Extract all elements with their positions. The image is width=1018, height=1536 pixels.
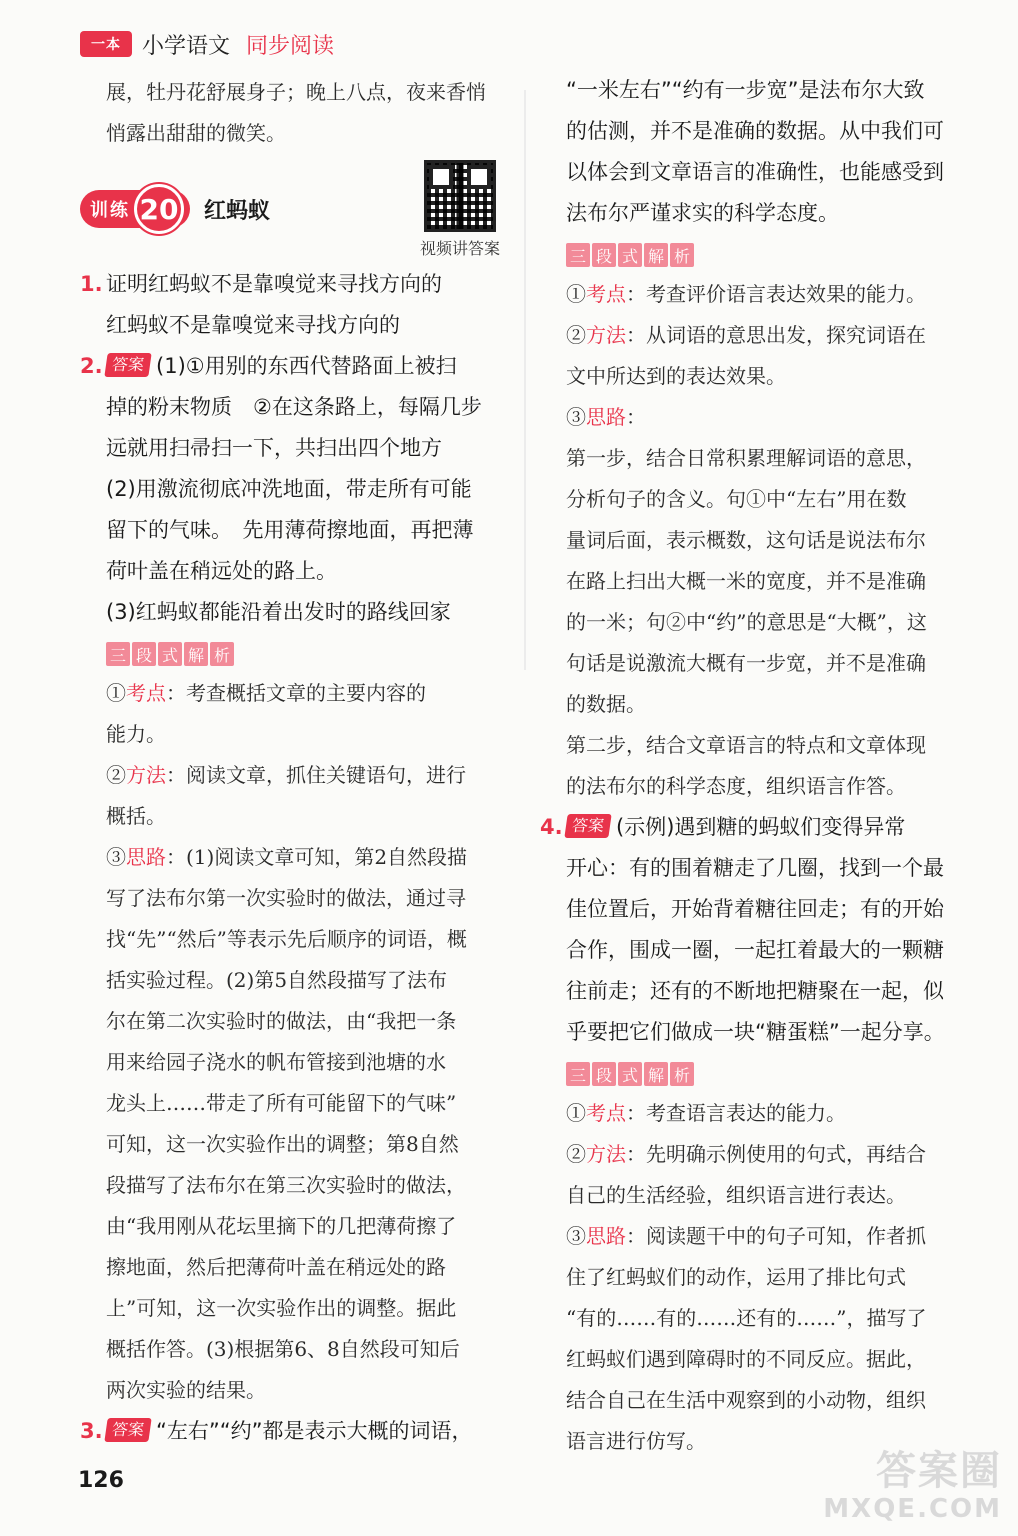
answer-line: [566, 807, 966, 848]
analysis-line: 括实验过程。(2)第5自然段描写了法布: [106, 968, 448, 992]
answer-line: 乎要把它们做成一块“糖蛋糕”一起分享。: [566, 1020, 945, 1044]
analysis-line: ②方法：先明确示例使用的句式，再结合: [566, 1142, 926, 1166]
analysis-heading: [566, 240, 966, 270]
analysis-line: 住了红蚂蚁们的动作，运用了排比句式: [566, 1265, 906, 1289]
analysis-line: 的一米；句②中“约”的意思是“大概”，这: [566, 610, 927, 634]
analysis-line: 语言进行仿写。: [566, 1429, 706, 1453]
analysis-line: ②方法：阅读文章，抓住关键语句，进行: [106, 763, 466, 787]
brand-logo: 一本: [80, 31, 132, 57]
analysis-char: 三: [566, 243, 590, 267]
analysis-line: 由“我用刚从花坛里摘下的几把薄荷擦了: [106, 1214, 457, 1238]
analysis-line: 分析句子的含义。句①中“左右”用在数: [566, 487, 907, 511]
answer-text: “左右”“约”都是表示大概的词语，: [156, 1419, 473, 1443]
answer-line: 合作，围成一圈，一起扛着最大的一颗糖: [566, 938, 944, 962]
analysis-char: 析: [670, 243, 694, 267]
question-number: 1.: [80, 272, 103, 296]
analysis-body: [80, 673, 520, 1411]
left-column: [80, 72, 520, 1452]
analysis-line: 的法布尔的科学态度，组织语言作答。: [566, 774, 906, 798]
analysis-line: 概括。: [106, 804, 166, 828]
prev-text-line: 悄露出甜甜的微笑。: [106, 121, 286, 145]
analysis-line: 用来给园子浇水的帆布管接到池塘的水: [106, 1050, 446, 1074]
question-1: [80, 264, 520, 346]
answer-line: (2)用激流彻底冲洗地面，带走所有可能: [106, 477, 472, 501]
answer-line: 以体会到文章语言的准确性，也能感受到: [566, 160, 944, 184]
answer-line: [106, 1411, 520, 1452]
analysis-line: 第二步，结合文章语言的特点和文章体现: [566, 733, 926, 757]
answer-line: 掉的粉末物质 ②在这条路上，每隔几步: [106, 395, 482, 419]
lesson-title: 红蚂蚁: [204, 198, 271, 224]
analysis-line: 文中所达到的表达效果。: [566, 364, 786, 388]
answer-line: 的估测，并不是准确的数据。从中我们可: [566, 119, 944, 143]
answer-line: 证明红蚂蚁不是靠嗅觉来寻找方向的: [106, 272, 442, 296]
answer-line: [106, 346, 520, 387]
answer-tag: 答案: [104, 1418, 151, 1442]
qr-code-icon[interactable]: [424, 160, 496, 232]
analysis-char: 析: [670, 1062, 694, 1086]
analysis-line: 段描写了法布尔在第三次实验时的做法，: [106, 1173, 466, 1197]
lesson-number: 20: [134, 184, 184, 234]
analysis-line: 龙头上……带走了所有可能留下的气味”: [106, 1091, 457, 1115]
analysis-line: 找“先”“然后”等表示先后顺序的词语，概: [106, 927, 467, 951]
analysis-heading: [106, 639, 520, 669]
analysis-line: 可知，这一次实验作出的调整；第8自然: [106, 1132, 459, 1156]
question-2: [80, 346, 520, 633]
answer-line: “一米左右”“约有一步宽”是法布尔大致: [566, 78, 925, 102]
analysis-line: 量词后面，表示概数，这句话是说法布尔: [566, 528, 926, 552]
analysis-line: “有的……有的……还有的……”，描写了: [566, 1306, 927, 1330]
answer-text: (示例)遇到糖的蚂蚁们变得异常: [616, 815, 906, 839]
answer-line: 红蚂蚁不是靠嗅觉来寻找方向的: [106, 313, 400, 337]
analysis-line: ①考点：考查语言表达的能力。: [566, 1101, 846, 1125]
analysis-line: 句话是说激流大概有一步宽，并不是准确: [566, 651, 926, 675]
answer-tag: 答案: [564, 814, 611, 838]
analysis-line: 两次实验的结果。: [106, 1378, 266, 1402]
analysis-line: 自己的生活经验，组织语言进行表达。: [566, 1183, 906, 1207]
answer-tag: 答案: [104, 353, 151, 377]
analysis-char: 式: [618, 1062, 642, 1086]
page-number: 126: [78, 1468, 124, 1493]
answer-line: 法布尔严谨求实的科学态度。: [566, 201, 839, 225]
analysis-line: ③思路：阅读题干中的句子可知，作者抓: [566, 1224, 926, 1248]
answer-line: (3)红蚂蚁都能沿着出发时的路线回家: [106, 600, 451, 624]
analysis-line: ③思路：(1)阅读文章可知，第2自然段描: [106, 845, 468, 869]
analysis-line: 写了法布尔第一次实验时的做法，通过寻: [106, 886, 466, 910]
answer-text: (1)①用别的东西代替路面上被扫: [156, 354, 457, 378]
analysis-line: 能力。: [106, 722, 166, 746]
analysis-line: 擦地面，然后把薄荷叶盖在稍远处的路: [106, 1255, 446, 1279]
analysis-char: 析: [210, 642, 234, 666]
answer-line: 佳位置后，开始背着糖往回走；有的开始: [566, 897, 944, 921]
analysis-line: ①考点：考查概括文章的主要内容的: [106, 681, 426, 705]
column-divider: [524, 90, 526, 670]
question-number: 4.: [540, 815, 563, 839]
answer-line: 往前走；还有的不断地把糖聚在一起，似: [566, 979, 944, 1003]
page-header: [80, 26, 334, 62]
analysis-line: 概括作答。(3)根据第6、8自然段可知后: [106, 1337, 460, 1361]
analysis-char: 解: [644, 1062, 668, 1086]
watermark-top: 答案圈: [876, 1448, 1002, 1494]
analysis-char: 三: [106, 642, 130, 666]
answer-line: 留下的气味。 先用薄荷擦地面，再把薄: [106, 518, 474, 542]
analysis-line: 第一步，结合日常积累理解词语的意思，: [566, 446, 926, 470]
watermark: [823, 1448, 1002, 1528]
analysis-line: 尔在第二次实验时的做法，由“我把一条: [106, 1009, 457, 1033]
watermark-bottom: MXQE.COM: [823, 1494, 1002, 1524]
lesson-badge: [80, 190, 190, 228]
answer-line: 开心：有的围着糖走了几圈，找到一个最: [566, 856, 944, 880]
answer-line: 荷叶盖在稍远处的路上。: [106, 559, 337, 583]
analysis-line: ①考点：考查评价语言表达效果的能力。: [566, 282, 926, 306]
analysis-char: 段: [592, 243, 616, 267]
lesson-heading: [80, 154, 520, 264]
analysis-char: 段: [132, 642, 156, 666]
question-number: 3.: [80, 1419, 103, 1443]
qr-caption: 视频讲答案: [419, 239, 500, 258]
answer-line: 远就用扫帚扫一下，共扫出四个地方: [106, 436, 442, 460]
analysis-char: 三: [566, 1062, 590, 1086]
analysis-line: 结合自己在生活中观察到的小动物，组织: [566, 1388, 926, 1412]
analysis-line: 上”可知，这一次实验作出的调整。据此: [106, 1296, 457, 1320]
question-number: 2.: [80, 354, 103, 378]
analysis-char: 式: [158, 642, 182, 666]
analysis-line: ③思路：: [566, 405, 646, 429]
right-column: [540, 70, 966, 1462]
prev-text-line: 展，牡丹花舒展身子；晚上八点，夜来香悄: [106, 80, 486, 104]
header-series: 同步阅读: [246, 33, 335, 59]
header-subject: 小学语文: [142, 33, 231, 59]
analysis-char: 段: [592, 1062, 616, 1086]
analysis-char: 式: [618, 243, 642, 267]
analysis-line: ②方法：从词语的意思出发，探究词语在: [566, 323, 926, 347]
analysis-heading: [566, 1059, 966, 1089]
analysis-char: 解: [184, 642, 208, 666]
lesson-word: 训练: [90, 200, 130, 221]
analysis-char: 解: [644, 243, 668, 267]
question-4: [540, 807, 966, 848]
qr-code-block[interactable]: [420, 160, 500, 259]
analysis-line: 红蚂蚁们遇到障碍时的不同反应。据此，: [566, 1347, 926, 1371]
analysis-line: 的数据。: [566, 692, 646, 716]
analysis-line: 在路上扫出大概一米的宽度，并不是准确: [566, 569, 926, 593]
question-3: [80, 1411, 520, 1452]
